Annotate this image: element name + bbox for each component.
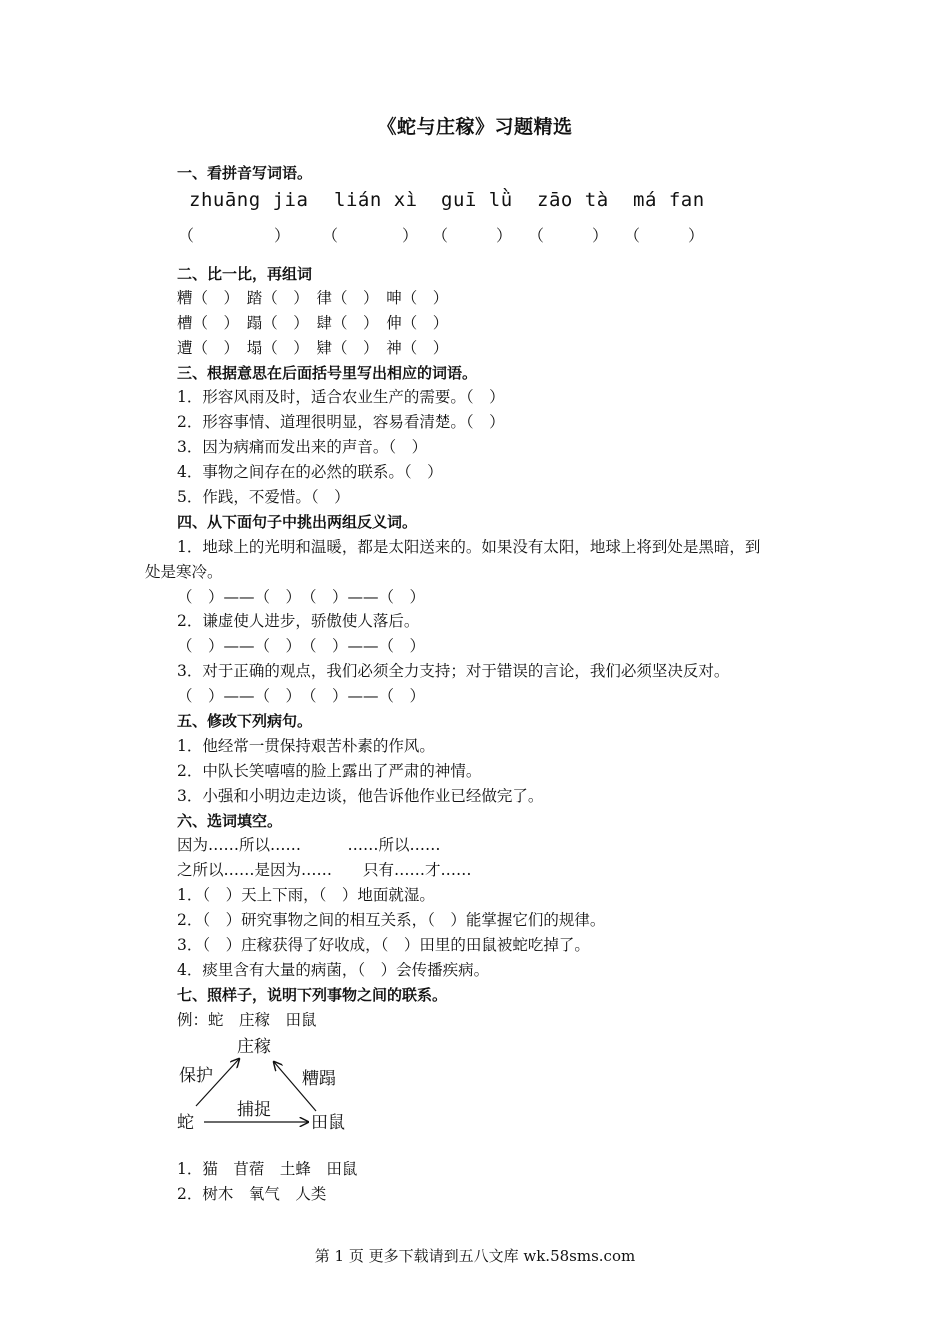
section-3-heading: 三、根据意思在后面括号里写出相应的词语。 <box>177 364 478 382</box>
meaning-item-2: 2．形容事情、道理很明显，容易看清楚。（ ） <box>177 413 505 431</box>
section-6-heading: 六、选词填空。 <box>177 812 283 830</box>
pinyin-blank-5: （ ） <box>624 226 705 245</box>
fill-item-2: 2．（ ）研究事物之间的相互关系，（ ）能掌握它们的规律。 <box>177 911 606 929</box>
section-7-heading: 七、照样子，说明下列事物之间的联系。 <box>177 986 448 1004</box>
compare-row-1: 糟（ ） 踏（ ） 律（ ） 呻（ ） <box>177 289 449 307</box>
page-footer: 第 1 页 更多下载请到五八文库 wk.58sms.com <box>314 1247 636 1265</box>
pinyin-1: zhuāng jia <box>189 189 309 211</box>
antonym-q3: 3．对于正确的观点，我们必须全力支持；对于错误的言论，我们必须坚决反对。 <box>177 662 730 680</box>
antonym-blank-1: （ ）——（ ） （ ）——（ ） <box>177 588 426 606</box>
compare-row-2: 槽（ ） 蹋（ ） 肆（ ） 伸（ ） <box>177 314 449 332</box>
pinyin-5: má fan <box>633 189 705 211</box>
fill-item-3: 3．（ ）庄稼获得了好收成，（ ）田里的田鼠被蛇吃掉了。 <box>177 936 590 954</box>
compare-row-3: 遭（ ） 塌（ ） 肄（ ） 神（ ） <box>177 339 449 357</box>
example-line: 例：蛇 庄稼 田鼠 <box>177 1011 317 1029</box>
pinyin-blank-2: （ ） <box>322 226 419 245</box>
section-2-heading: 二、比一比，再组词 <box>177 265 313 283</box>
fix-sentence-2: 2．中队长笑嘻嘻的脸上露出了严肃的神情。 <box>177 762 482 780</box>
section-1-heading: 一、看拼音写词语。 <box>177 164 313 182</box>
word-options-1: 因为……所以…… ……所以…… <box>177 836 441 854</box>
antonym-q2: 2．谦虚使人进步，骄傲使人落后。 <box>177 612 420 630</box>
diagram-edge-bottom-label: 捕捉 <box>237 1100 271 1120</box>
pinyin-4: zāo tà <box>537 189 609 211</box>
fix-sentence-3: 3．小强和小明边走边谈，他告诉他作业已经做完了。 <box>177 787 544 805</box>
meaning-item-5: 5．作践，不爱惜。（ ） <box>177 488 350 506</box>
section-4-heading: 四、从下面句子中挑出两组反义词。 <box>177 513 418 531</box>
pinyin-3: guī lǜ <box>441 189 513 211</box>
antonym-blank-3: （ ）——（ ） （ ）——（ ） <box>177 687 426 705</box>
meaning-item-3: 3．因为病痛而发出来的声音。（ ） <box>177 438 428 456</box>
pinyin-blank-4: （ ） <box>528 226 609 245</box>
diagram-node-left: 蛇 <box>177 1113 194 1133</box>
pinyin-2: lián xì <box>334 189 418 211</box>
meaning-item-1: 1．形容风雨及时，适合农业生产的需要。（ ） <box>177 388 505 406</box>
relationship-diagram <box>170 1032 370 1137</box>
relation-item-1: 1．猫 苜蓿 土蜂 田鼠 <box>177 1160 358 1178</box>
fix-sentence-1: 1．他经常一贯保持艰苦朴素的作风。 <box>177 737 435 755</box>
pinyin-blank-1: （ ） <box>178 226 291 245</box>
meaning-item-4: 4．事物之间存在的必然的联系。（ ） <box>177 463 443 481</box>
antonym-blank-2: （ ）——（ ） （ ）——（ ） <box>177 637 426 655</box>
document-title: 《蛇与庄稼》习题精选 <box>377 116 573 138</box>
antonym-q1-line1: 1．地球上的光明和温暖，都是太阳送来的。如果没有太阳，地球上将到处是黑暗，到 <box>177 538 761 556</box>
diagram-edge-right-label: 糟蹋 <box>302 1069 336 1089</box>
relation-item-2: 2．树木 氧气 人类 <box>177 1185 327 1203</box>
antonym-q1-line2: 处是寒冷。 <box>145 563 223 581</box>
word-options-2: 之所以……是因为…… 只有……才…… <box>177 861 472 879</box>
fill-item-4: 4．痰里含有大量的病菌，（ ）会传播疾病。 <box>177 961 490 979</box>
fill-item-1: 1．（ ）天上下雨，（ ）地面就湿。 <box>177 886 435 904</box>
diagram-node-right: 田鼠 <box>311 1113 345 1133</box>
diagram-edge-left-label: 保护 <box>179 1066 213 1086</box>
diagram-node-top: 庄稼 <box>237 1037 271 1057</box>
pinyin-blank-3: （ ） <box>432 226 513 245</box>
section-5-heading: 五、修改下列病句。 <box>177 712 313 730</box>
